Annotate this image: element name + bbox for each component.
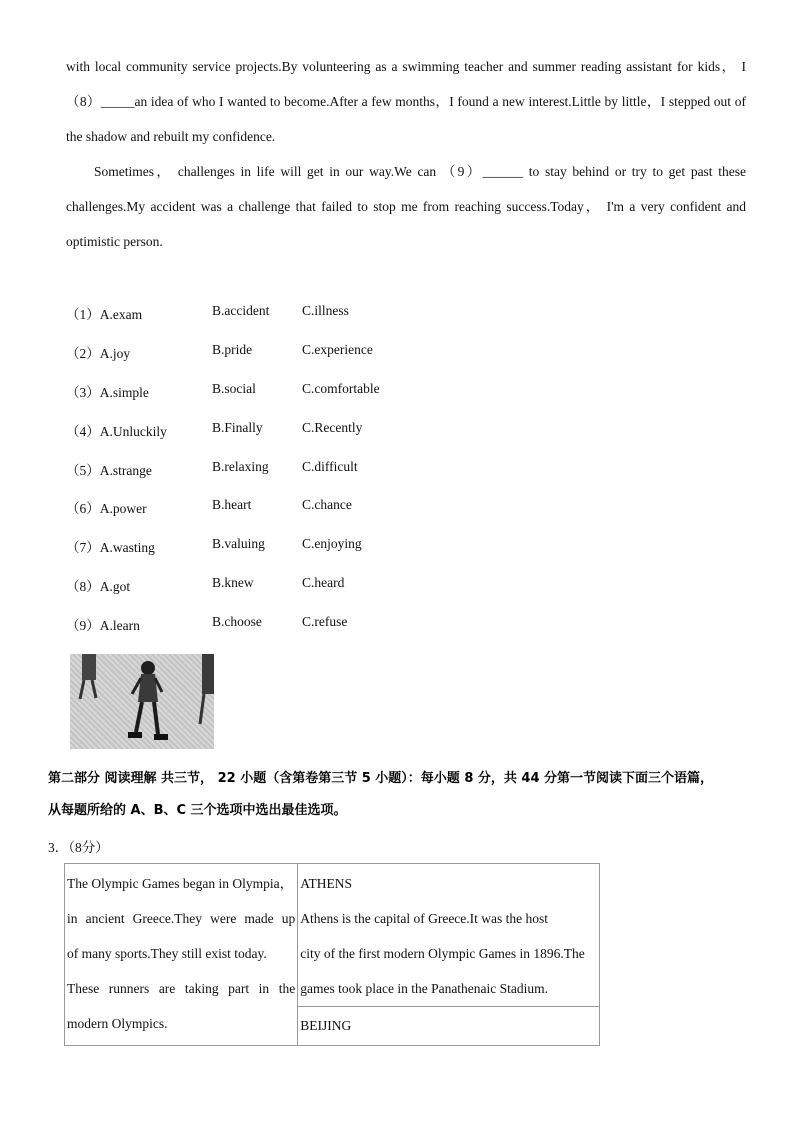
table-text-line: city of the first modern Olympic Games in 1896.The [300,946,585,961]
option-c[interactable]: C.experience [302,341,373,357]
option-a-label: A.exam [99,307,143,322]
option-c[interactable]: C.chance [302,497,352,513]
option-number: （3） [66,384,100,400]
passage-paragraph-2 [66,154,746,259]
skater-figure-icon [70,654,214,749]
option-a[interactable] [66,303,142,323]
option-a-label: A.learn [99,618,140,634]
passage-line: challenges.My accident was a challenge that failed to stop me from reaching success.Today， I'm a very confident and [66,199,746,214]
option-number: （8） [66,579,100,595]
skating-photo [70,654,214,749]
option-a[interactable] [66,497,147,517]
option-number: （9） [66,618,100,634]
option-c[interactable]: C.enjoying [302,536,362,552]
passage-line: Sometimes， challenges in life will get in our way.We can （9）______ to stay behind or try to get past these [94,164,746,179]
option-c[interactable]: C.refuse [302,614,348,630]
option-row-8 [66,566,466,605]
option-a-label: A.simple [99,384,149,400]
table-text-line: of many sports.They still exist today. [67,946,267,961]
option-a[interactable] [66,459,152,479]
beijing-title: BEIJING [300,1018,352,1033]
option-c[interactable]: C.heard [302,575,345,591]
option-b[interactable]: B.knew [212,575,254,591]
answer-options [66,294,466,644]
option-row-2 [66,333,466,372]
olympics-intro-cell [65,864,298,1046]
option-row-5 [66,450,466,489]
passage-line: （8）_____an idea of who I wanted to become.After a few months，I found a new interest.Little by little，I stepped out of [66,94,746,109]
option-a-label: A.wasting [99,540,155,556]
passage-line: optimistic person. [66,234,163,249]
passage-table [64,863,600,1046]
option-number: （2） [66,345,100,361]
option-a[interactable] [66,420,167,440]
option-b[interactable]: B.pride [212,341,253,357]
option-b[interactable]: B.social [212,380,256,396]
passage-line: with local community service projects.By volunteering as a swimming teacher and summer reading assistant for kids， I [66,59,746,74]
option-c[interactable]: C.difficult [302,458,358,474]
section-heading [48,763,748,827]
option-row-7 [66,527,466,566]
option-a-label: A.joy [99,345,131,361]
section-heading-line-2: 从每题所给的 A、B、C 三个选项中选出最佳选项。 [48,803,347,818]
option-row-9 [66,605,466,644]
option-b[interactable]: B.relaxing [212,458,269,474]
question-number: 3．（8分） [48,840,109,855]
option-number: （4） [66,423,100,439]
option-row-1 [66,294,466,333]
option-a[interactable] [66,381,149,401]
athens-cell [298,864,600,1007]
option-b[interactable]: B.heart [212,497,252,513]
section-heading-line-1: 第二部分 阅读理解 共三节， 22 小题（含第卷第三节 5 小题）：每小题 8 分，共 44 分第一节阅读下面三个语篇， [48,771,714,786]
option-a[interactable] [66,614,140,634]
table-text-line: modern Olympics. [67,1016,168,1031]
passage-line: the shadow and rebuilt my confidence. [66,129,276,144]
option-number: （6） [66,501,100,517]
option-b[interactable]: B.Finally [212,419,263,435]
option-b[interactable]: B.choose [212,614,262,630]
athens-title: ATHENS [300,876,352,891]
option-a[interactable] [66,342,130,362]
option-a-label: A.strange [99,462,152,478]
option-b[interactable]: B.accident [212,303,270,318]
option-number: （5） [66,462,100,478]
option-row-4 [66,411,466,450]
table-text-line: Athens is the capital of Greece.It was the host [300,911,549,926]
option-row-3 [66,372,466,411]
option-row-6 [66,488,466,527]
table-text-line: games took place in the Panathenaic Stadium. [300,981,549,996]
option-a-label: A.Unluckily [99,423,167,439]
option-a-label: A.got [99,579,131,595]
option-b[interactable]: B.valuing [212,536,265,552]
table-text-line: These runners are taking part in the [67,981,296,996]
option-c[interactable]: C.illness [302,303,349,318]
option-c[interactable]: C.Recently [302,419,363,435]
option-number: （1） [66,307,100,322]
option-c[interactable]: C.comfortable [302,380,380,396]
option-a[interactable] [66,536,155,556]
option-a[interactable] [66,575,130,595]
option-number: （7） [66,540,100,556]
table-text-line: The Olympic Games began in Olympia， [67,876,294,891]
beijing-cell [298,1007,600,1046]
option-a-label: A.power [99,501,147,517]
table-text-line: in ancient Greece.They were made up [67,911,296,926]
passage-paragraph-1 [66,49,746,154]
